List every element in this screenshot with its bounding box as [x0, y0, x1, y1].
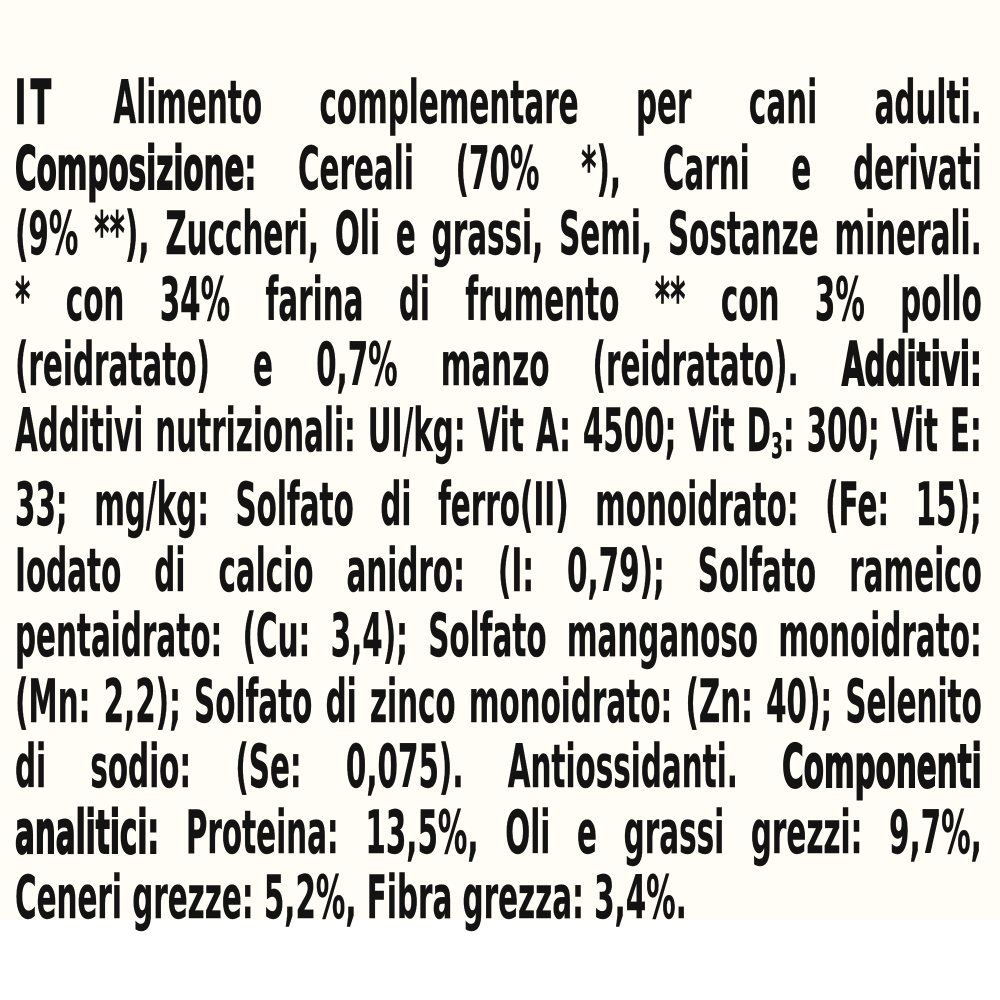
label-line [15, 535, 982, 606]
language-code: IT [15, 68, 56, 138]
label-line [15, 395, 982, 474]
label-text-block [15, 68, 1000, 933]
keyword-segment: Composizione: [15, 133, 257, 204]
keyword-segment: Additivi: [841, 330, 982, 400]
label-line [15, 863, 982, 933]
keyword-segment: analitici: [15, 797, 160, 868]
text-segment: pentaidrato: (Cu: 3,4); Solfato manganoso monoidrato: [15, 601, 982, 671]
text-segment: Alimento complementare per cani adulti. [55, 68, 982, 138]
label-line [15, 199, 982, 269]
subscript-segment: 3 [771, 427, 783, 468]
label-line [15, 732, 982, 802]
text-segment: 33; mg/kg: Solfato di ferro(II) monoidrato: (Fe: 15); [15, 470, 982, 540]
text-segment: Iodato di calcio anidro: (I: 0,79); Solfato rameico [15, 535, 982, 606]
label-line [15, 330, 982, 400]
text-segment: (9% **), Zuccheri, Oli e grassi, Semi, Sostanze minerali. [15, 199, 982, 269]
text-segment: Proteina: 13,5%, Oli e grassi grezzi: 9,7%, [159, 797, 982, 868]
label-line [15, 797, 982, 868]
text-segment: * con 34% farina di frumento ** con 3% pollo [15, 264, 982, 335]
text-segment: di sodio: (Se: 0,075). Antiossidanti. [15, 732, 783, 802]
text-segment: Cereali (70% *), Carni e derivati [256, 133, 982, 204]
label-line [15, 601, 982, 671]
text-segment: : 300; Vit E: [782, 395, 982, 466]
keyword-segment: Componenti [782, 732, 982, 802]
text-segment: (Mn: 2,2); Solfato di zinco monoidrato: (Zn: 40); Selenito [15, 666, 982, 737]
label-line [15, 470, 982, 540]
label-line [15, 133, 982, 204]
label-text [15, 68, 982, 933]
text-segment: (reidratato) e 0,7% manzo (reidratato). [15, 330, 842, 400]
text-segment: Ceneri grezze: 5,2%, Fibra grezza: 3,4%. [15, 863, 687, 933]
label-line [15, 68, 982, 138]
text-segment: Additivi nutrizionali: UI/kg: Vit A: 4500; Vit D [15, 395, 772, 466]
label-line [15, 264, 982, 335]
label-line [15, 666, 982, 737]
